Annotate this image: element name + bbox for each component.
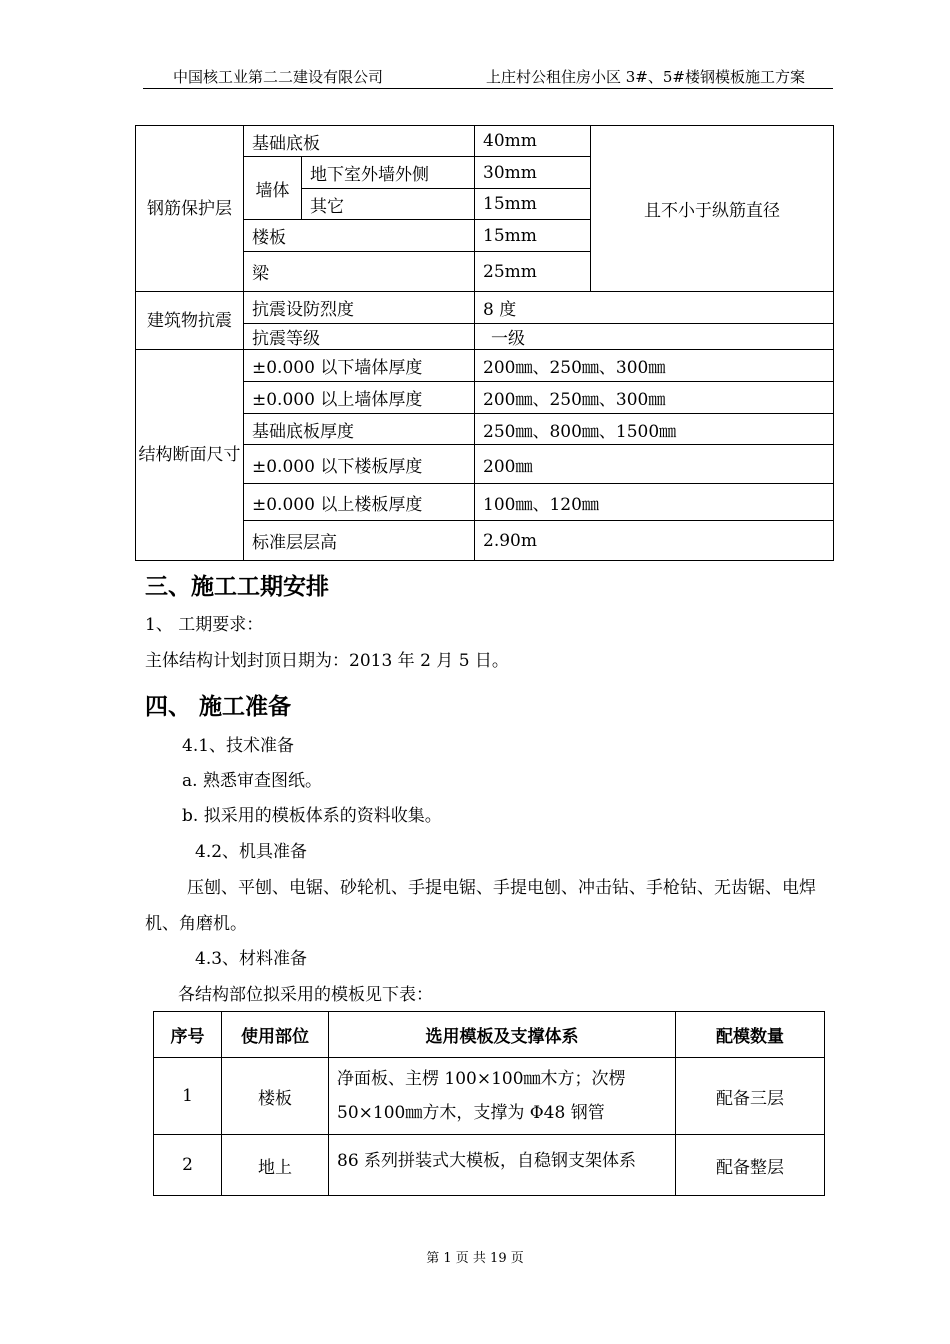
spec-table — [135, 125, 834, 561]
section3-text: 主体结构计划封顶日期为：2013 年 2 月 5 日。 — [145, 651, 509, 671]
row-part: 地上 — [222, 1135, 329, 1196]
col-header-system: 选用模板及支撑体系 — [329, 1012, 676, 1058]
col-header-part: 使用部位 — [222, 1012, 329, 1058]
foundation-slab-label: 基础底板 — [244, 126, 475, 157]
section-row-value: 2.90m — [475, 521, 834, 561]
floor-slab-label: 楼板 — [244, 220, 475, 252]
wall-label: 墙体 — [244, 157, 302, 220]
wall-outer-label: 地下室外墙外侧 — [302, 157, 475, 189]
section-size-label: 结构断面尺寸 — [136, 350, 244, 561]
row-no: 2 — [154, 1135, 222, 1196]
section41-item-a: a. 熟悉审查图纸。 — [182, 771, 322, 791]
floor-slab-value: 15mm — [475, 220, 591, 252]
section43-heading: 4.3、材料准备 — [195, 949, 308, 969]
section41-item-b: b. 拟采用的模板体系的资料收集。 — [182, 806, 442, 826]
row-qty: 配备三层 — [676, 1058, 825, 1135]
page-footer: 第 1 页 共 19 页 — [426, 1251, 524, 1266]
section-row-item: ±0.000 以下楼板厚度 — [244, 445, 475, 484]
formwork-table — [153, 1011, 825, 1196]
table-row — [154, 1058, 825, 1135]
row-part: 楼板 — [222, 1058, 329, 1135]
beam-label: 梁 — [244, 252, 475, 292]
section-row-value: 200㎜、250㎜、300㎜ — [475, 382, 834, 414]
wall-other-label: 其它 — [302, 189, 475, 220]
section-row-item: 基础底板厚度 — [244, 414, 475, 445]
section42-line2: 机、角磨机。 — [145, 914, 247, 934]
page-header — [143, 62, 833, 89]
wall-other-value: 15mm — [475, 189, 591, 220]
beam-value: 25mm — [475, 252, 591, 292]
col-header-qty: 配模数量 — [676, 1012, 825, 1058]
table-row — [154, 1135, 825, 1196]
header-company: 中国核工业第二二建设有限公司 — [173, 68, 384, 86]
section42-heading: 4.2、机具准备 — [195, 842, 308, 862]
seismic-intensity-value: 8 度 — [475, 292, 834, 324]
header-project: 上庄村公租住房小区 3#、5#楼钢模板施工方案 — [486, 68, 805, 86]
row-no: 1 — [154, 1058, 222, 1135]
section43-text: 各结构部位拟采用的模板见下表： — [178, 985, 433, 1005]
section42-line1: 压刨、平刨、电锯、砂轮机、手提电锯、手提电刨、冲击钻、手枪钻、无齿锯、电焊 — [187, 878, 816, 898]
section-row-value: 200㎜、250㎜、300㎜ — [475, 350, 834, 382]
section-row-item: ±0.000 以下墙体厚度 — [244, 350, 475, 382]
section-row-value: 100㎜、120㎜ — [475, 484, 834, 521]
section3-title: 三、施工工期安排 — [145, 574, 329, 600]
section-row-value: 250㎜、800㎜、1500㎜ — [475, 414, 834, 445]
row-qty: 配备整层 — [676, 1135, 825, 1196]
section-row-item: ±0.000 以上墙体厚度 — [244, 382, 475, 414]
section-row-value: 200㎜ — [475, 445, 834, 484]
foundation-slab-value: 40mm — [475, 126, 591, 157]
seismic-label: 建筑物抗震 — [136, 292, 244, 350]
wall-outer-value: 30mm — [475, 157, 591, 189]
seismic-grade-value: 一级 — [475, 324, 834, 350]
rebar-cover-label: 钢筋保护层 — [136, 126, 244, 292]
row-system: 86 系列拼装式大模板，自稳钢支架体系 — [329, 1135, 676, 1196]
section-row-item: 标准层层高 — [244, 521, 475, 561]
seismic-intensity-label: 抗震设防烈度 — [244, 292, 475, 324]
section4-title: 四、 施工准备 — [145, 694, 292, 720]
section41-heading: 4.1、技术准备 — [182, 736, 295, 756]
rebar-cover-note: 且不小于纵筋直径 — [591, 126, 834, 292]
section-row-item: ±0.000 以上楼板厚度 — [244, 484, 475, 521]
col-header-no: 序号 — [154, 1012, 222, 1058]
section3-item1: 1、 工期要求： — [145, 615, 264, 635]
row-system: 净面板、主楞 100×100㎜木方；次楞 50×100㎜方木，支撑为 Φ48 钢管 — [329, 1058, 676, 1135]
seismic-grade-label: 抗震等级 — [244, 324, 475, 350]
